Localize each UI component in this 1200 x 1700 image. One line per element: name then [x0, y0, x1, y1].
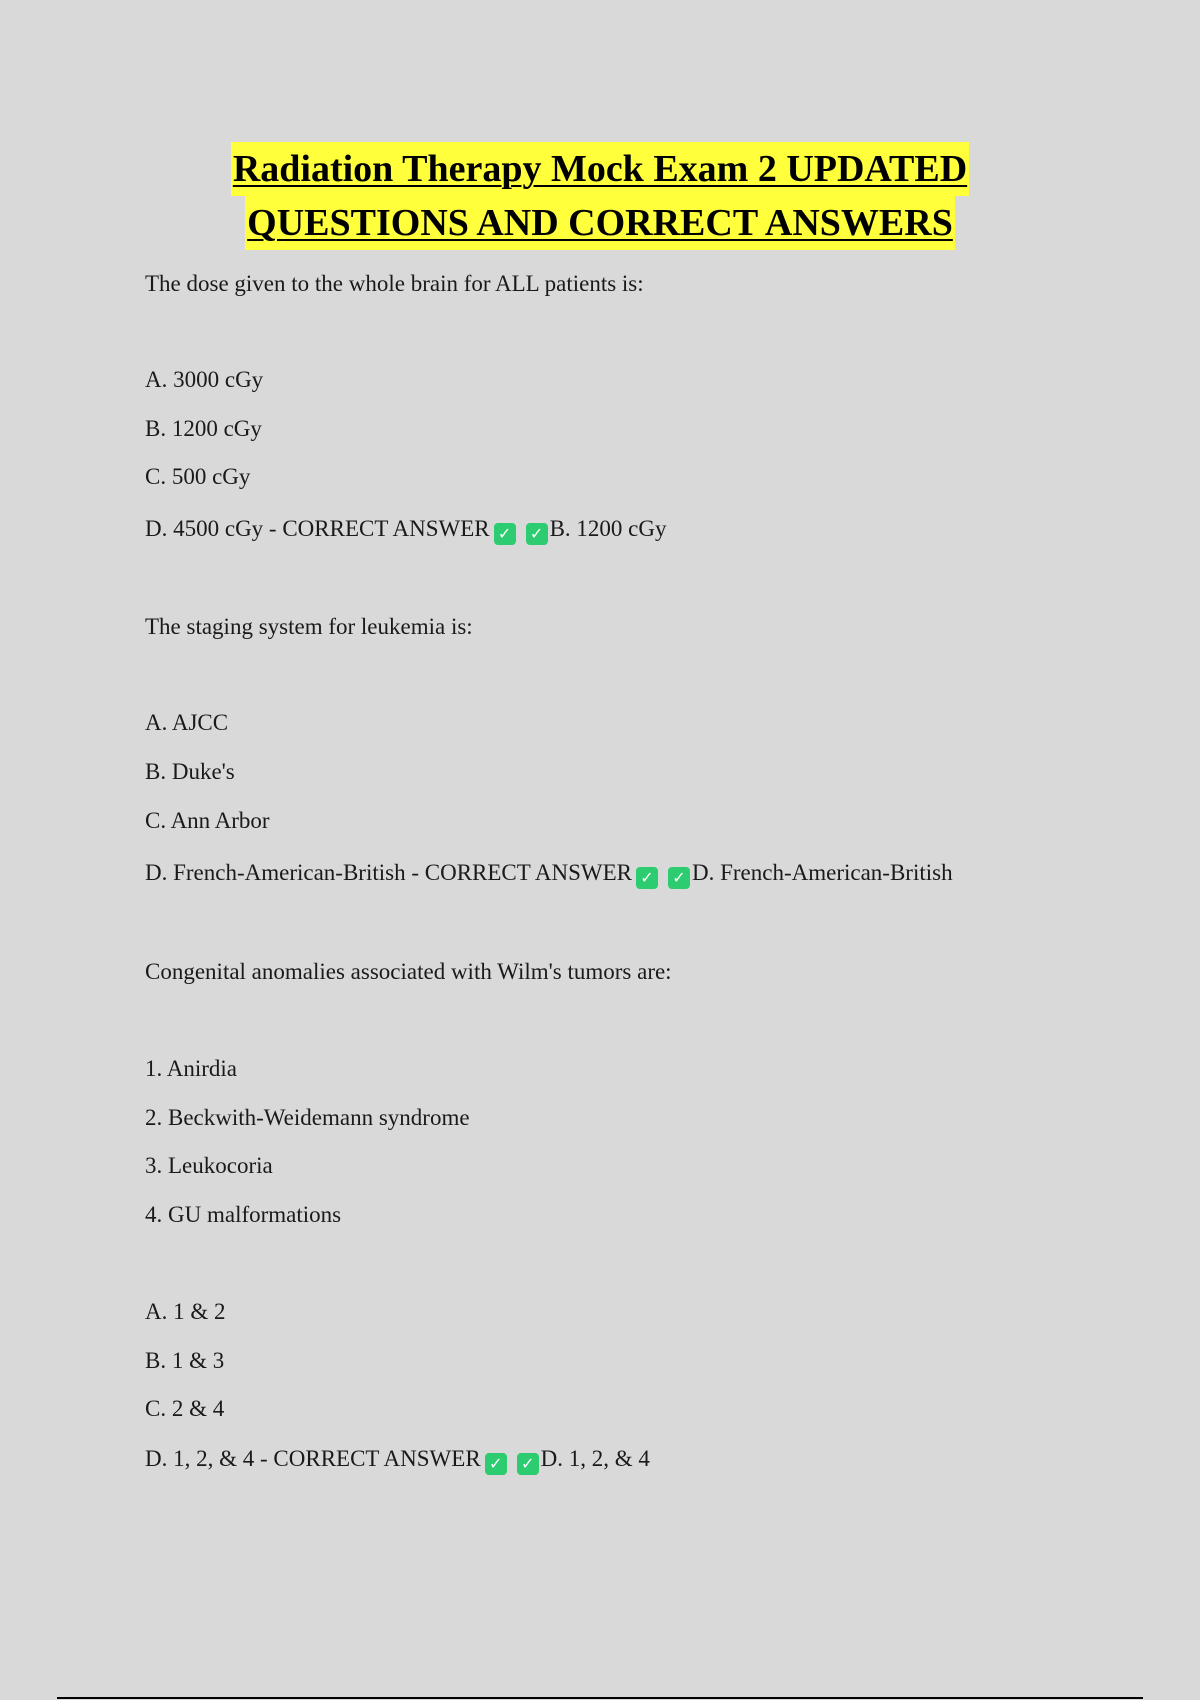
question-2-option-c: C. Ann Arbor	[145, 808, 270, 833]
check-box-icon: ✓	[668, 867, 690, 889]
question-1-option-a: A. 3000 cGy	[145, 367, 264, 392]
question-3-option-c: C. 2 & 4	[145, 1396, 225, 1421]
question-2-answer: D. French-American-British	[692, 860, 953, 885]
question-3-option-b: B. 1 & 3	[145, 1348, 225, 1373]
check-box-icon: ✓	[494, 523, 516, 545]
question-3-item-1: 1. Anirdia	[145, 1056, 237, 1081]
question-3-item-4: 4. GU malformations	[145, 1202, 342, 1227]
question-1-answer: B. 1200 cGy	[549, 516, 667, 541]
title-line-2: QUESTIONS AND CORRECT ANSWERS	[245, 196, 955, 250]
question-2-option-b: B. Duke's	[145, 759, 235, 784]
question-3-last-option-text: D. 1, 2, & 4 - CORRECT ANSWER	[145, 1446, 481, 1471]
document-title	[0, 142, 1200, 250]
title-line-1: Radiation Therapy Mock Exam 2 UPDATED	[231, 142, 969, 196]
question-1-prompt: The dose given to the whole brain for ALL patients is:	[145, 271, 644, 296]
question-1-option-b: B. 1200 cGy	[145, 416, 262, 441]
check-box-icon: ✓	[636, 867, 658, 889]
question-2-prompt: The staging system for leukemia is:	[145, 614, 473, 639]
question-1-option-c: C. 500 cGy	[145, 464, 251, 489]
question-3-option-a: A. 1 & 2	[145, 1299, 226, 1324]
question-3-prompt: Congenital anomalies associated with Wilm's tumors are:	[145, 959, 672, 984]
question-1-option-d	[145, 514, 667, 545]
check-box-icon: ✓	[517, 1453, 539, 1475]
footer-divider	[57, 1697, 1143, 1699]
question-3-item-3: 3. Leukocoria	[145, 1153, 273, 1178]
question-3-item-2: 2. Beckwith-Weidemann syndrome	[145, 1105, 470, 1130]
question-3-answer: D. 1, 2, & 4	[540, 1446, 650, 1471]
question-3-option-d	[145, 1444, 650, 1475]
question-2-last-option-text: D. French-American-British - CORRECT ANSWER	[145, 860, 632, 885]
question-2-option-a: A. AJCC	[145, 710, 229, 735]
check-box-icon: ✓	[526, 523, 548, 545]
check-box-icon: ✓	[485, 1453, 507, 1475]
question-2-option-d	[145, 858, 953, 889]
question-1-last-option-text: D. 4500 cGy - CORRECT ANSWER	[145, 516, 490, 541]
